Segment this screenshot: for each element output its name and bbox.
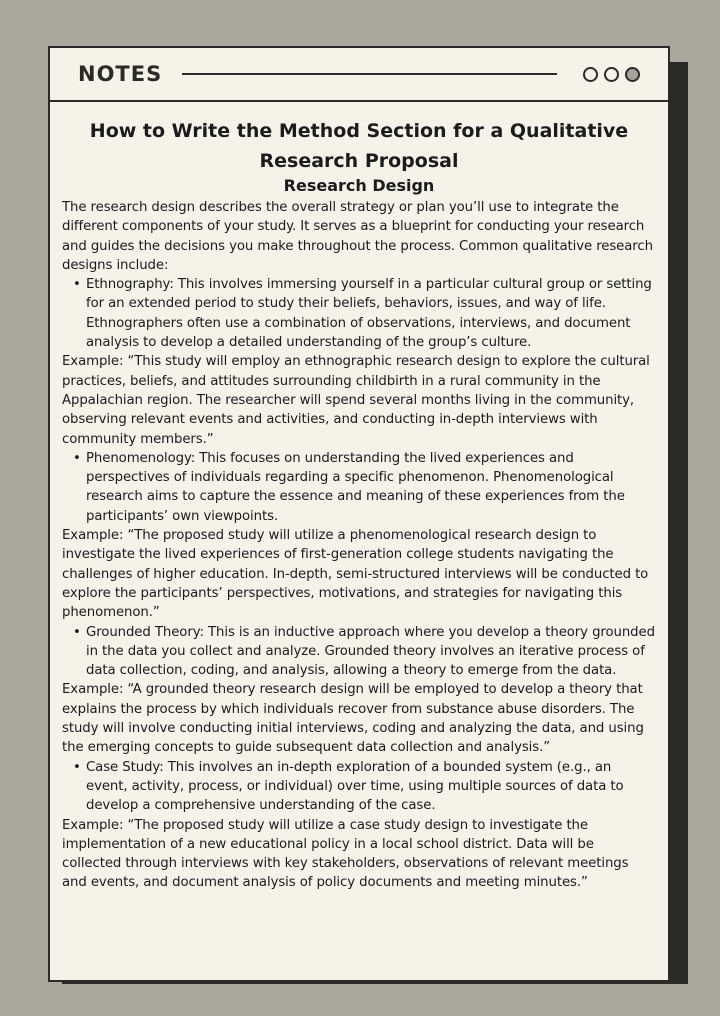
list-item: • Phenomenology: This focuses on understanding the lived experiences and perspectives of individuals regarding a specific phenomenon. Phenomenological research aims to capture the essence and meaning of these experiences from the participants’ own viewpoints. [86,449,656,526]
header-divider-line [182,73,557,75]
list-item: • Ethnography: This involves immersing yourself in a particular cultural group or setting for an extended period to study their beliefs, behaviors, issues, and way of life. Ethnographers often use a combination of observations, interviews, and document analysis to develop a detailed understanding of the group’s culture. [86,275,656,352]
window-controls [583,67,640,82]
example-paragraph: Example: “A grounded theory research design will be employed to develop a theory that explains the process by which individuals recover from substance abuse disorders. The study will involve conducting initial interviews, coding and analyzing the data, and using the emerging concepts to guide subsequent data collection and analysis.” [62,682,644,756]
design-list-grounded-theory [62,623,656,681]
list-item: • Grounded Theory: This is an inductive approach where you develop a theory grounded in the data you collect and analyze. Grounded theory involves an iterative process of data collection, coding, and analysis, allowing a theory to emerge from the data. [86,623,656,681]
circle-icon [604,67,619,82]
section-heading: Research Design [283,176,435,195]
notes-header [50,48,668,102]
notes-card [48,46,670,982]
list-item: • Case Study: This involves an in-depth exploration of a bounded system (e.g., an event, activity, process, or individual) over time, using multiple sources of data to develop a comprehensive understanding of the case. [86,758,656,816]
document-title: How to Write the Method Section for a Qualitative Research Proposal [89,120,629,172]
example-paragraph: Example: “This study will employ an ethnographic research design to explore the cultural practices, beliefs, and attitudes surrounding childbirth in a rural community in the Appalachian region. The researcher will spend several months living in the community, observing relevant events and activities, and conducting in-depth interviews with community members.” [62,354,650,447]
circle-icon [583,67,598,82]
intro-paragraph: The research design describes the overall strategy or plan you’ll use to integrate the different components of your study. It serves as a blueprint for conducting your research and guides the decisions you make throughout the process. Common qualitative research designs include: [62,200,653,273]
example-paragraph: Example: “The proposed study will utilize a phenomenological research design to investigate the lived experiences of first-generation college students navigating the challenges of higher education. In-depth, semi-structured interviews will be conducted to explore the participants’ perspectives, motivations, and strategies for navigating this phenomenon.” [62,528,649,621]
notes-label: NOTES [78,62,163,86]
design-list-case-study [62,758,656,816]
filled-circle-icon [625,67,640,82]
design-list-ethnography [62,275,656,352]
document-body [50,102,668,893]
example-paragraph: Example: “The proposed study will utilize a case study design to investigate the implementation of a new educational policy in a local school district. Data will be collected through interviews with key stakeholders, observations of relevant meetings and events, and document analysis of policy documents and meeting minutes.” [62,817,629,891]
design-list-phenomenology [62,449,656,526]
